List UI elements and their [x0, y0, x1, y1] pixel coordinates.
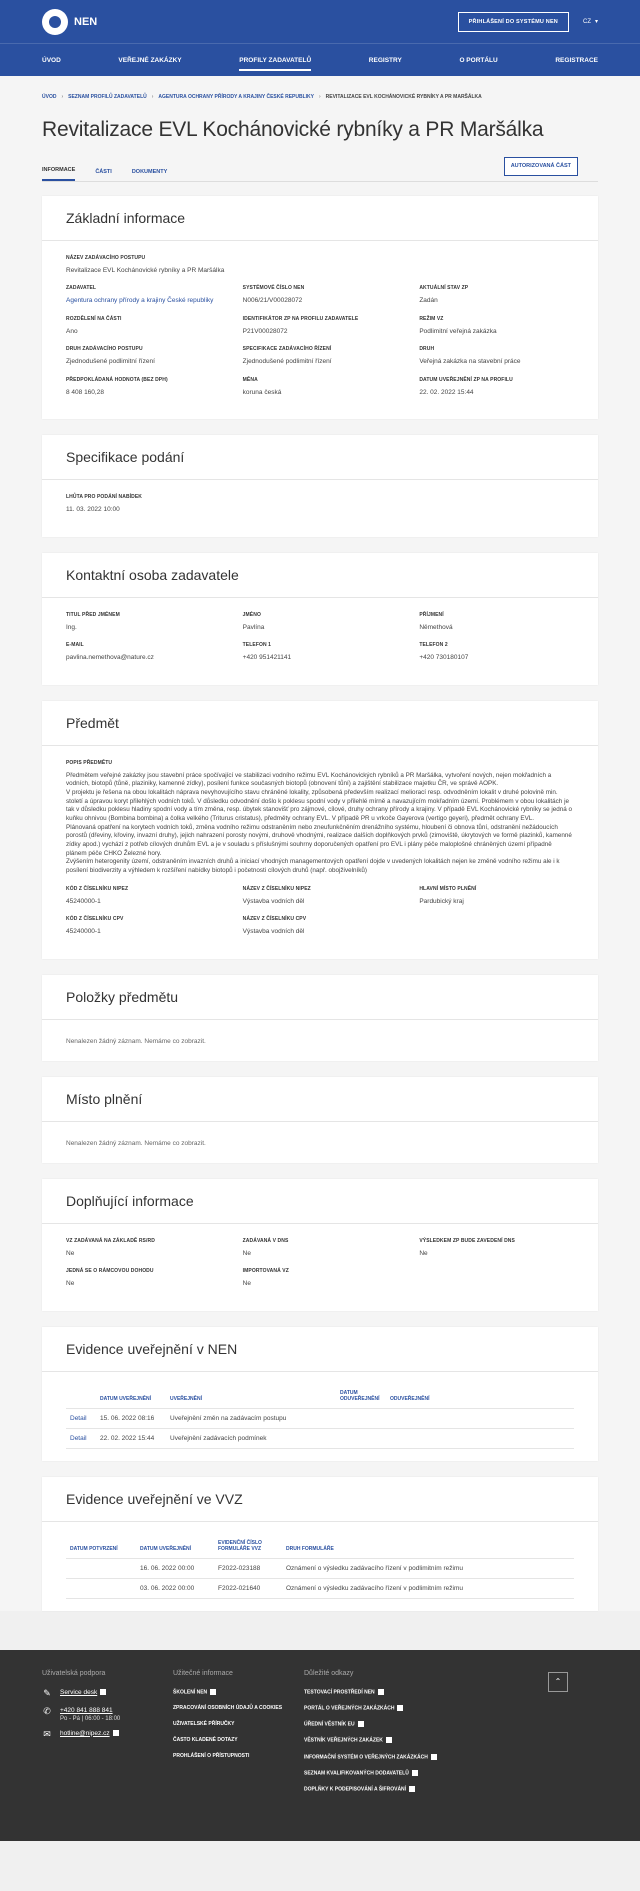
external-link-icon	[397, 1705, 403, 1711]
breadcrumb-link[interactable]: SEZNAM PROFILŮ ZADAVATELŮ	[68, 94, 147, 100]
table-header[interactable]: DATUM UVEŘEJNĚNÍ	[96, 1386, 166, 1409]
tab-dokumenty[interactable]: DOKUMENTY	[131, 169, 168, 175]
footer-heading: Uživatelská podpora	[42, 1669, 106, 1677]
breadcrumb	[42, 76, 598, 100]
chevron-down-icon: ▾	[594, 19, 598, 25]
field-label: PŘEDPOKLÁDANÁ HODNOTA (BEZ DPH)	[66, 376, 168, 383]
field-value: Zadán	[419, 297, 438, 305]
field-value: Pavlína	[242, 623, 265, 631]
table-cell: Uveřejnění zadávacích podmínek	[166, 1428, 336, 1448]
section-title: Místo plnění	[42, 1077, 598, 1122]
footer-link[interactable]: ZPRACOVÁNÍ OSOBNÍCH ÚDAJŮ A COOKIES	[173, 1704, 283, 1711]
field-value: P21V00028072	[242, 327, 288, 335]
footer-link[interactable]: SEZNAM KVALIFIKOVANÝCH DODAVATELŮ	[304, 1770, 409, 1777]
page-title: Revitalizace EVL Kochánovické rybníky a PR Maršálka	[42, 118, 544, 141]
empty-message: Nenalezen žádný záznam. Nemáme co zobrazit.	[66, 1139, 206, 1147]
footer-link[interactable]: INFORMAČNÍ SYSTÉM O VEŘEJNÝCH ZAKÁZKÁCH	[304, 1754, 428, 1761]
field-value: Němethová	[419, 623, 453, 631]
chevron-up-icon: ⌃	[554, 1677, 562, 1686]
field-value: 22. 02. 2022 15:44	[419, 388, 474, 396]
table-cell: 22. 02. 2022 15:44	[96, 1428, 166, 1448]
table-header[interactable]: DATUM UVEŘEJNĚNÍ	[136, 1536, 214, 1559]
section-title: Položky předmětu	[42, 975, 598, 1020]
field-label: LHŮTA PRO PODÁNÍ NABÍDEK	[66, 494, 143, 501]
subject-card	[42, 701, 598, 959]
field-value: pavlina.nemethova@nature.cz	[66, 654, 154, 662]
table-header[interactable]: DRUH FORMULÁŘE	[282, 1536, 574, 1559]
login-button[interactable]: PŘIHLÁŠENÍ DO SYSTÉMU NEN	[458, 12, 569, 32]
external-link-icon	[409, 1786, 415, 1792]
table-header[interactable]: UVEŘEJNĚNÍ	[166, 1386, 336, 1409]
authorized-part-button[interactable]: AUTORIZOVANÁ ČÁST	[504, 157, 578, 176]
field-label: AKTUÁLNÍ STAV ZP	[419, 285, 469, 292]
field-value: Ne	[66, 1280, 75, 1288]
table-cell	[66, 1578, 136, 1598]
field-value: Ing.	[66, 623, 77, 631]
field-label: SYSTÉMOVÉ ČÍSLO NEN	[242, 285, 305, 292]
field-label: MĚNA	[242, 376, 258, 383]
vvz-table	[66, 1536, 574, 1599]
external-link-icon	[100, 1689, 106, 1695]
table-row	[66, 1558, 574, 1578]
contracting-authority-link[interactable]: Agentura ochrany přírody a krajiny České republiky	[66, 297, 214, 305]
nav-verejne-zakazky[interactable]: VEŘEJNÉ ZAKÁZKY	[118, 56, 182, 64]
field-value: Zjednodušené podlimitní řízení	[66, 358, 155, 366]
external-link-icon	[358, 1721, 364, 1727]
table-row	[66, 1578, 574, 1598]
footer-link[interactable]: ÚŘEDNÍ VĚSTNÍK EU	[304, 1721, 355, 1728]
section-title: Základní informace	[42, 196, 598, 241]
field-label: NÁZEV Z ČÍSELNÍKU CPV	[242, 916, 307, 923]
table-cell: Oznámení o výsledku zadávacího řízení v podlimitním režimu	[282, 1578, 574, 1598]
field-label: VZ ZADÁVANÁ NA ZÁKLADĚ RS/RD	[66, 1237, 155, 1244]
detail-link[interactable]: Detail	[70, 1414, 87, 1422]
email-link[interactable]: hotline@nipez.cz	[60, 1729, 110, 1737]
table-header[interactable]: DATUM POTVRZENÍ	[66, 1536, 136, 1559]
field-value: 11. 03. 2022 10:00	[66, 506, 120, 514]
table-header[interactable]: DATUM ODUVEŘEJNĚNÍ	[336, 1386, 386, 1409]
table-header[interactable]: ODUVEŘEJNĚNÍ	[386, 1386, 574, 1409]
field-label: TITUL PŘED JMÉNEM	[66, 611, 120, 618]
external-link-icon	[113, 1730, 119, 1736]
breadcrumb-separator: ›	[151, 94, 154, 100]
tab-casti[interactable]: ČÁSTI	[95, 169, 112, 175]
nen-table	[66, 1386, 574, 1449]
field-label: E-MAIL	[66, 642, 84, 649]
field-value: Zjednodušené podlimitní řízení	[242, 358, 332, 366]
table-cell: 03. 06. 2022 00:00	[136, 1578, 214, 1598]
footer-link[interactable]: PORTÁL O VEŘEJNÝCH ZAKÁZKÁCH	[304, 1705, 395, 1712]
field-label: JEDNÁ SE O RÁMCOVOU DOHODU	[66, 1268, 154, 1275]
main-nav	[0, 43, 640, 76]
field-label: IDENTIFIKÁTOR ZP NA PROFILU ZADAVATELE	[242, 315, 359, 322]
phone-icon: ✆	[43, 1706, 51, 1716]
field-value: +420 951421141	[242, 654, 292, 662]
section-title: Doplňující informace	[42, 1179, 598, 1224]
field-label: JMÉNO	[242, 611, 261, 618]
footer-heading: Důležité odkazy	[304, 1669, 354, 1677]
table-cell	[386, 1408, 574, 1428]
mail-icon: ✉	[43, 1729, 51, 1739]
table-row	[66, 1428, 574, 1448]
field-value: +420 730180107	[419, 654, 469, 662]
subject-description: Předmětem veřejné zakázky jsou stavební práce spočívající ve stabilizaci vodního režimu EVL Kochánovických rybníků a PR Maršálka, vytvoření nových, nejen mokřadních a vodních, biotopů (tůně, plaziniky, kamenné zídky), posílení funkce současných biotopů (obnovení tůní) a zajištění stabilizace majetku ČR, ve správě AOPK. V projektu je řešena na obou lokalitách náprava nevyhovujícího stavu chráněné lokality, způsobená především realizací meliorací resp. odvodněním lokalit v druhé polovině min. století a úpravou koryt přilehlých vodních toků. V důsledku odvodnění došlo k poklesu spodní vody v přilehlé mírně a navazujícím mokřadním území. Problémem v obou lokalitách je tak v důsledku poklesu hladiny spodní vody a tím změna, resp. úbytek stanovišť pro zájmové, cílové, druhy ochrany přírody a krajiny. V případě EVL Kochánovické rybníky se jedná o kuňku ohnivou (Bombina bombina) a čolka velkého (Triturus cristatus), předměty ochrany EVL. V případě PR u vrkoče Gayerova (vertigo geyeri), předmět ochrany EVL. Plánovaná opatření na korytech vodních toků, změna vodního režimu odstraněním nebo zneufunkčněním drenážního systému, hloubení či obnova tůní, odstranění nežádoucích porostů (dřeviny, křoviny, invazní druhy), jejich nahrazení porosty novými, druhově vhodnými, realizace dalších doplňkových prvků (zimoviště, úkrytových ve formě plazinků, kamenné zídky apod.) vychází z potřeb cílových druhům EVL a je v souladu s příslušnými souhrny doporučených opatření pro EVL i plány péče maloplošné chráněných území případně plánem péče CHKO Železné hory. Zvýšením heterogenity území, odstraněním invazních druhů a iniciací vhodných managementových opatření dojde v uvedených lokalitách nejen ke změně vodního režimu ale i k posílení biodiverzity a výhledem k rozšíření nabídky biotopů i početnosti cílových druhů (např. obojživelníků)	[66, 771, 573, 875]
field-value: 45240000-1	[66, 928, 101, 936]
submission-card	[42, 435, 598, 536]
footer-link[interactable]: UŽIVATELSKÉ PŘÍRUČKY	[173, 1720, 235, 1727]
field-label: IMPORTOVANÁ VZ	[242, 1268, 289, 1275]
footer-link[interactable]: ŠKOLENÍ NEN	[173, 1688, 208, 1695]
field-value: N006/21/V00028072	[242, 297, 303, 305]
external-link-icon	[412, 1770, 418, 1776]
field-label: KÓD Z ČÍSELNÍKU NIPEZ	[66, 885, 129, 892]
footer-link[interactable]: PROHLÁŠENÍ O PŘÍSTUPNOSTI	[173, 1752, 250, 1759]
field-label: KÓD Z ČÍSELNÍKU CPV	[66, 916, 124, 923]
field-label: SPECIFIKACE ZADÁVACÍHO ŘÍZENÍ	[242, 346, 332, 353]
scroll-to-top-button[interactable]	[548, 1672, 568, 1692]
field-value: Ano	[66, 327, 78, 335]
logo[interactable]	[42, 9, 97, 35]
field-label: TELEFON 1	[242, 642, 272, 649]
field-value: Ne	[242, 1280, 251, 1288]
field-label: VÝSLEDKEM ZP BUDE ZAVEDENÍ DNS	[419, 1237, 515, 1244]
footer-link[interactable]: ČASTO KLADENÉ DOTAZY	[173, 1736, 238, 1743]
breadcrumb-link[interactable]: AGENTURA OCHRANY PŘÍRODY A KRAJINY ČESKÉ REPUBLIKY	[158, 94, 314, 100]
field-value: Ne	[66, 1249, 75, 1257]
section-title: Specifikace podání	[42, 435, 598, 480]
field-value: Výstavba vodních děl	[242, 928, 305, 936]
field-label: ROZDĚLENÍ NA ČÁSTI	[66, 315, 122, 322]
table-cell: 16. 06. 2022 00:00	[136, 1558, 214, 1578]
field-value: 8 408 160,28	[66, 388, 104, 396]
field-label: ZADAVATEL	[66, 285, 97, 292]
external-link-icon	[210, 1689, 216, 1695]
breadcrumb-separator: ›	[318, 94, 321, 100]
service-desk-link[interactable]: Service desk	[60, 1688, 98, 1696]
field-value: Pardubický kraj	[419, 897, 464, 905]
field-label: HLAVNÍ MÍSTO PLNĚNÍ	[419, 885, 477, 892]
brand-name: NEN	[74, 15, 98, 28]
nav-uvod[interactable]: ÚVOD	[42, 56, 61, 64]
contact-card	[42, 553, 598, 685]
nav-profily-zadavatelu[interactable]: PROFILY ZADAVATELŮ	[239, 44, 311, 77]
external-link-icon	[431, 1754, 437, 1760]
field-label: ZADÁVANÁ V DNS	[242, 1237, 289, 1244]
footer-link[interactable]: TESTOVACÍ PROSTŘEDÍ NEN	[304, 1688, 375, 1695]
field-value: koruna česká	[242, 388, 282, 396]
tab-bar	[42, 162, 598, 182]
table-cell	[66, 1558, 136, 1578]
external-link-icon	[386, 1737, 392, 1743]
field-label: TELEFON 2	[419, 642, 448, 649]
field-value: Ne	[242, 1249, 251, 1257]
table-header[interactable]: EVIDENČNÍ ČÍSLO FORMULÁŘE VVZ	[214, 1536, 282, 1559]
top-bar	[0, 0, 640, 43]
field-label: POPIS PŘEDMĚTU	[66, 759, 113, 766]
items-card	[42, 975, 598, 1061]
table-cell	[336, 1408, 386, 1428]
footer-heading: Užitečné informace	[173, 1669, 233, 1677]
empty-message: Nenalezen žádný záznam. Nemáme co zobrazit.	[66, 1037, 206, 1045]
field-label: DRUH	[419, 346, 435, 353]
section-title: Evidence uveřejnění ve VVZ	[42, 1477, 598, 1522]
field-value: Revitalizace EVL Kochánovické rybníky a PR Maršálka	[66, 267, 225, 274]
nen-publication-card	[42, 1327, 598, 1461]
footer-link[interactable]: DOPLŇKY K PODEPISOVÁNÍ A ŠIFROVÁNÍ	[304, 1786, 407, 1793]
field-label: NÁZEV ZADÁVACÍHO POSTUPU	[66, 255, 146, 261]
field-value: Veřejná zakázka na stavební práce	[419, 358, 521, 366]
basic-info-card	[42, 196, 598, 419]
place-card	[42, 1077, 598, 1163]
field-label: DATUM UVEŘEJNĚNÍ ZP NA PROFILU	[419, 376, 513, 383]
external-link-icon	[378, 1689, 384, 1695]
field-value: Ne	[419, 1249, 428, 1257]
nav-registrace[interactable]: REGISTRACE	[555, 56, 598, 64]
vvz-publication-card	[42, 1477, 598, 1611]
table-cell: F2022-023188	[214, 1558, 282, 1578]
field-value: 45240000-1	[66, 897, 101, 905]
breadcrumb-link[interactable]: ÚVOD	[42, 94, 57, 100]
section-title: Evidence uveřejnění v NEN	[42, 1327, 598, 1372]
field-label: PŘÍJMENÍ	[419, 611, 444, 618]
footer	[0, 1650, 640, 1841]
edit-icon: ✎	[43, 1688, 51, 1698]
table-row	[66, 1408, 574, 1428]
breadcrumb-separator: ›	[61, 94, 64, 100]
logo-icon	[42, 9, 68, 35]
footer-link[interactable]: VĚSTNÍK VEŘEJNÝCH ZAKÁZEK	[304, 1737, 383, 1744]
field-label: REŽIM VZ	[419, 315, 444, 322]
section-title: Kontaktní osoba zadavatele	[42, 553, 598, 598]
table-cell	[336, 1428, 386, 1448]
table-cell: Uveřejnění změn na zadávacím postupu	[166, 1408, 336, 1428]
section-title: Předmět	[42, 701, 598, 746]
field-value: Podlimitní veřejná zakázka	[419, 327, 497, 335]
table-cell: F2022-021640	[214, 1578, 282, 1598]
detail-link[interactable]: Detail	[70, 1434, 87, 1442]
field-value: Výstavba vodních děl	[242, 897, 305, 905]
nav-o-portalu[interactable]: O PORTÁLU	[459, 56, 498, 64]
tab-informace[interactable]: INFORMACE	[42, 167, 75, 181]
extra-info-card	[42, 1179, 598, 1311]
field-label: NÁZEV Z ČÍSELNÍKU NIPEZ	[242, 885, 311, 892]
table-cell	[386, 1428, 574, 1448]
table-header	[66, 1386, 96, 1409]
phone-link[interactable]: +420 841 888 841	[60, 1706, 113, 1714]
nav-registry[interactable]: REGISTRY	[368, 56, 402, 64]
breadcrumb-current: REVITALIZACE EVL KOCHÁNOVICKÉ RYBNÍKY A PR MARŠÁLKA	[325, 94, 482, 100]
table-cell: 15. 06. 2022 08:16	[96, 1408, 166, 1428]
language-label: CZ	[582, 18, 591, 25]
support-hours: Po - Pá | 06:00 - 18:00	[60, 1715, 121, 1722]
field-label: DRUH ZADÁVACÍHO POSTUPU	[66, 346, 143, 353]
table-cell: Oznámení o výsledku zadávacího řízení v podlimitním režimu	[282, 1558, 574, 1578]
language-select[interactable]	[583, 18, 598, 25]
